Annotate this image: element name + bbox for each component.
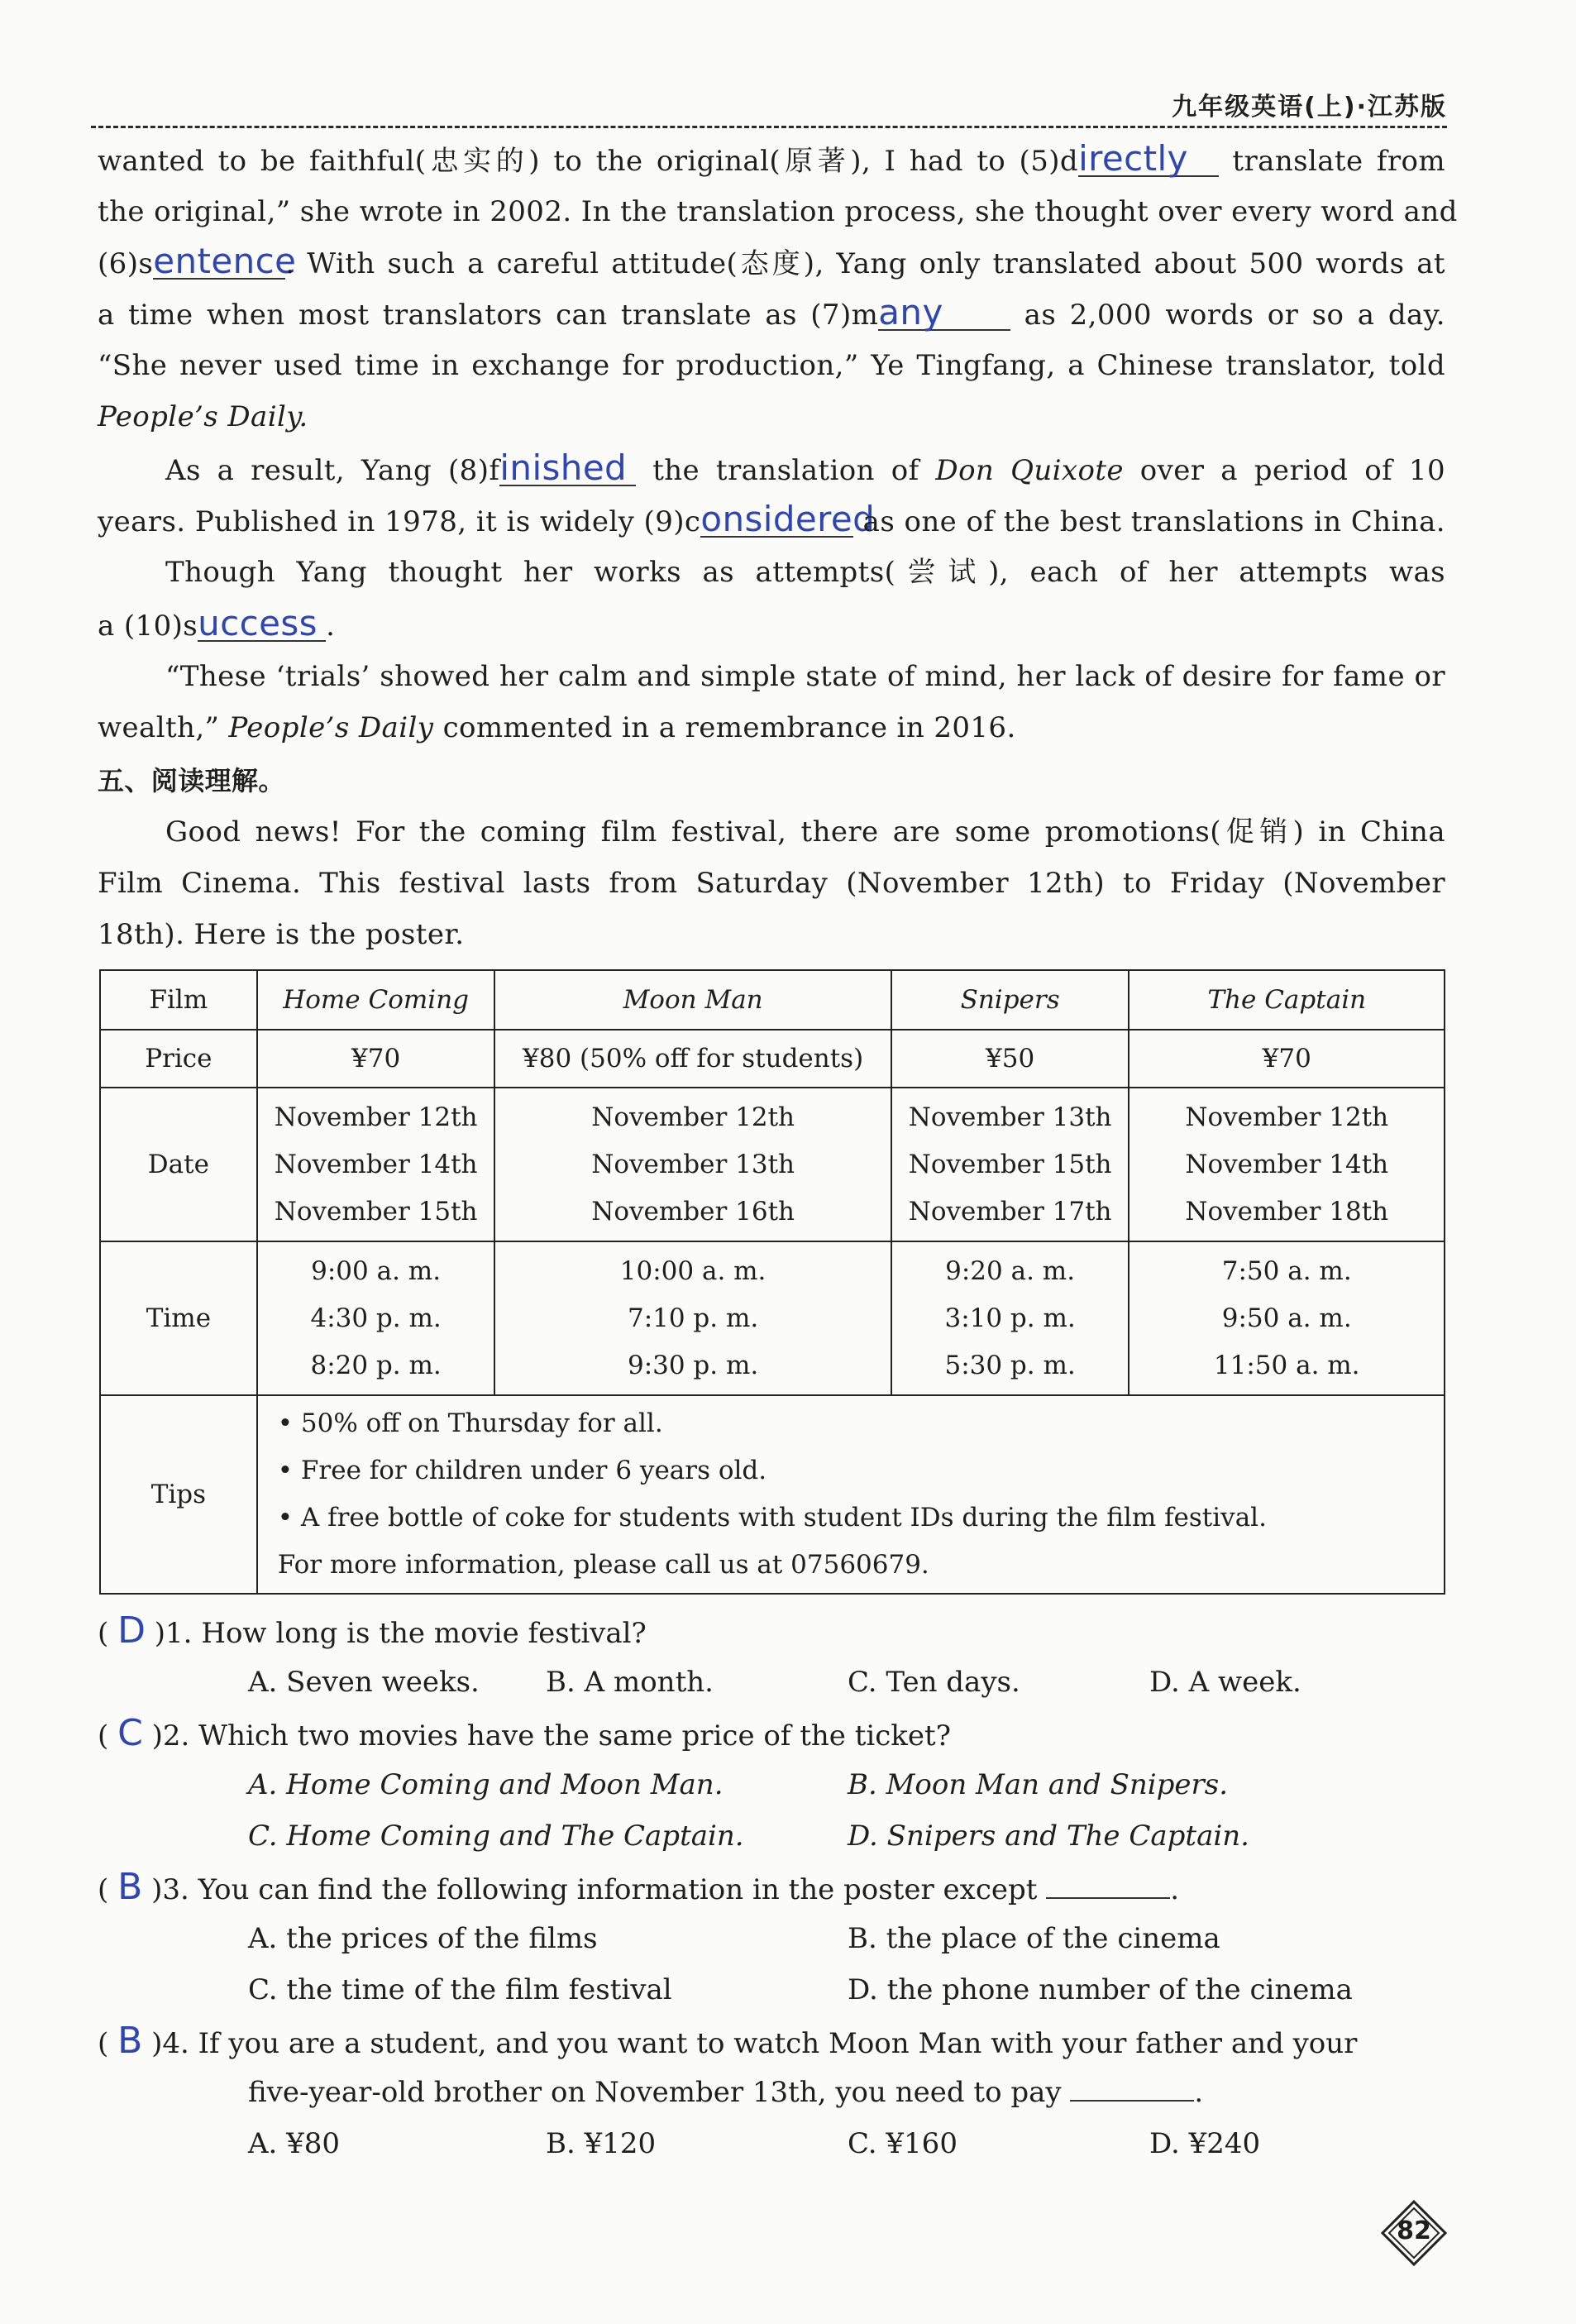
text: as 2,000 words or so a day. (1010, 299, 1445, 332)
answer-q3: B (117, 1866, 143, 1908)
q-number: )4. (151, 2027, 189, 2060)
answer-9: onsidered (700, 499, 876, 539)
answer-5: irectly (1078, 142, 1219, 177)
text: As a result, Yang (8)f (165, 454, 500, 487)
date: November 12th (274, 1102, 478, 1132)
answer-q4: B (117, 2020, 143, 2062)
question-1: ( D )1. How long is the movie festival? (98, 1609, 647, 1652)
section-heading: 五、阅读理解。 (98, 765, 285, 796)
passage-line-8 (98, 499, 1445, 540)
option: D. ¥240 (1149, 2127, 1261, 2160)
date: November 14th (1185, 1149, 1389, 1179)
option: A. Home Coming and Moon Man. (248, 1768, 724, 1801)
time: 9:30 p. m. (627, 1350, 759, 1380)
q-text: If you are a student, and you want to watch Moon Man with your father and your (198, 2027, 1358, 2060)
time: 4:30 p. m. (310, 1303, 442, 1333)
text: a time when most translators can translate as (7)m (98, 299, 879, 332)
row-label: Price (100, 1030, 257, 1088)
answer-8: inished (499, 452, 636, 486)
passage-line-10 (98, 603, 1445, 644)
text: (6)s (98, 247, 154, 280)
option: B. Moon Man and Snipers. (848, 1768, 1229, 1801)
passage-line-6: People’s Daily. (98, 400, 308, 433)
intro-line-3: 18th). Here is the poster. (98, 918, 465, 951)
table-row-film (100, 970, 1445, 1030)
passage-line-5: “She never used time in exchange for production,” Ye Tingfang, a Chinese translator, told (98, 349, 1445, 382)
text: commented in a remembrance in 2016. (433, 711, 1016, 744)
option: C. Ten days. (848, 1666, 1020, 1699)
film-name: Moon Man (494, 970, 891, 1030)
time: 9:50 a. m. (1221, 1303, 1352, 1333)
text: years. Published in 1978, it is widely (9)c (98, 505, 701, 538)
intro-line-1: Good news! For the coming film festival, there are some promotions(促销) in China (165, 815, 1445, 849)
answer-blank (1070, 2075, 1194, 2102)
option: D. Snipers and The Captain. (848, 1820, 1249, 1853)
film-name: The Captain (1129, 970, 1445, 1030)
time: 3:10 p. m. (944, 1303, 1076, 1333)
text: . (326, 610, 336, 643)
time: 9:00 a. m. (311, 1255, 442, 1286)
row-label: Tips (100, 1395, 257, 1594)
intro-line-2: Film Cinema. This festival lasts from Saturday (November 12th) to Friday (November (98, 867, 1445, 900)
option: C. Home Coming and The Captain. (248, 1820, 744, 1853)
option: D. A week. (1149, 1666, 1301, 1699)
date-cell (891, 1088, 1129, 1241)
text: People’s Daily (228, 711, 434, 744)
date-cell (494, 1088, 891, 1241)
q-number: )3. (151, 1873, 189, 1906)
book-title: 九年级英语(上)·江苏版 (1172, 93, 1447, 122)
option: A. the prices of the films (248, 1922, 598, 1955)
text: translate from (1219, 145, 1446, 178)
q-text: You can find the following information in the poster except (198, 1873, 1038, 1906)
date: November 12th (1185, 1102, 1389, 1132)
date: November 12th (591, 1102, 795, 1132)
passage-line-1 (98, 138, 1446, 179)
date: November 16th (591, 1196, 795, 1227)
text: as one of the best translations in China. (853, 505, 1445, 538)
time: 5:30 p. m. (944, 1350, 1076, 1380)
text: over a period of 10 (1123, 454, 1445, 487)
option: C. ¥160 (848, 2127, 958, 2160)
question-2: ( C )2. Which two movies have the same price of the ticket? (98, 1712, 951, 1754)
poster-table (99, 969, 1445, 1595)
time-cell (1129, 1241, 1445, 1395)
date: November 13th (908, 1102, 1112, 1132)
option: A. Seven weeks. (248, 1666, 480, 1699)
time-cell (891, 1241, 1129, 1395)
tip: • A free bottle of coke for students with student IDs during the film festival. (277, 1503, 1267, 1533)
option: C. the time of the film festival (248, 1973, 672, 2006)
passage-line-9: Though Yang thought her works as attempts(尝试), each of her attempts was (165, 556, 1445, 589)
answer-q1: D (117, 1609, 146, 1652)
row-label: Date (100, 1088, 257, 1241)
q-text: How long is the movie festival? (201, 1617, 647, 1650)
table-row-date (100, 1088, 1445, 1241)
price-cell: ¥50 (891, 1030, 1129, 1088)
page-number: 82 (1397, 2216, 1431, 2245)
q-text: Which two movies have the same price of the ticket? (198, 1719, 951, 1753)
page-number-badge (1381, 2200, 1447, 2266)
passage-line-2: the original,” she wrote in 2002. In the translation process, she thought over every word and (98, 195, 1458, 228)
price-cell: ¥80 (50% off for students) (494, 1030, 891, 1088)
date-cell (257, 1088, 495, 1241)
tip: • Free for children under 6 years old. (277, 1456, 767, 1485)
answer-q2: C (117, 1712, 143, 1754)
question-4: ( B )4. If you are a student, and you want to watch Moon Man with your father and your (98, 2020, 1358, 2062)
text: . With such a careful attitude(态度), Yang only translated about 500 words at (285, 247, 1445, 280)
text: wanted to be faithful(忠实的) to the original(原著), I had to (5)d (98, 145, 1079, 178)
table-row-price (100, 1030, 1445, 1088)
passage-line-3 (98, 241, 1445, 282)
text: wealth,” (98, 711, 229, 744)
passage-line-4 (98, 292, 1445, 333)
tip: • 50% off on Thursday for all. (277, 1408, 663, 1438)
price-cell: ¥70 (257, 1030, 495, 1088)
date: November 15th (274, 1196, 478, 1227)
option: B. ¥120 (546, 2127, 657, 2160)
option: D. the phone number of the cinema (848, 1973, 1353, 2006)
date: November 18th (1185, 1196, 1389, 1227)
text: Don Quixote (935, 454, 1124, 487)
table-row-tips (100, 1395, 1445, 1594)
answer-blank (1046, 1872, 1170, 1899)
answer-7: any (878, 296, 1010, 331)
q-number: )2. (151, 1719, 190, 1753)
film-name: Snipers (891, 970, 1129, 1030)
answer-10: uccess (198, 607, 326, 642)
time: 10:00 a. m. (619, 1255, 767, 1286)
film-name: Home Coming (257, 970, 495, 1030)
price-cell: ¥70 (1129, 1030, 1445, 1088)
date: November 15th (908, 1149, 1112, 1179)
tip: For more information, please call us at 07560679. (277, 1550, 929, 1580)
tips-cell (257, 1395, 1445, 1594)
passage-line-7 (165, 447, 1445, 489)
option: A. ¥80 (248, 2127, 341, 2160)
text: a (10)s (98, 610, 198, 643)
passage-line-11: “These ‘trials’ showed her calm and simple state of mind, her lack of desire for fame or (165, 660, 1445, 693)
text: the translation of (636, 454, 936, 487)
passage-line-12 (98, 710, 1445, 746)
option: B. the place of the cinema (848, 1922, 1220, 1955)
question-3: ( B )3. You can find the following information in the poster except . (98, 1866, 1180, 1908)
row-label: Film (100, 970, 257, 1030)
page-header (91, 86, 1447, 128)
q4-continuation: five-year-old brother on November 13th, you need to pay . (248, 2076, 1204, 2109)
option: B. A month. (546, 1666, 714, 1699)
time: 7:50 a. m. (1221, 1255, 1352, 1286)
date: November 13th (591, 1149, 795, 1179)
time: 11:50 a. m. (1213, 1350, 1360, 1380)
date: November 17th (908, 1196, 1112, 1227)
time: 7:10 p. m. (627, 1303, 759, 1333)
answer-6: entence (153, 241, 297, 281)
q-number: )1. (154, 1617, 193, 1650)
table-row-time (100, 1241, 1445, 1395)
row-label: Time (100, 1241, 257, 1395)
time-cell (257, 1241, 495, 1395)
date: November 14th (274, 1149, 478, 1179)
q-text: five-year-old brother on November 13th, you need to pay (248, 2076, 1062, 2109)
time: 8:20 p. m. (310, 1350, 442, 1380)
date-cell (1129, 1088, 1445, 1241)
time: 9:20 a. m. (945, 1255, 1076, 1286)
time-cell (494, 1241, 891, 1395)
